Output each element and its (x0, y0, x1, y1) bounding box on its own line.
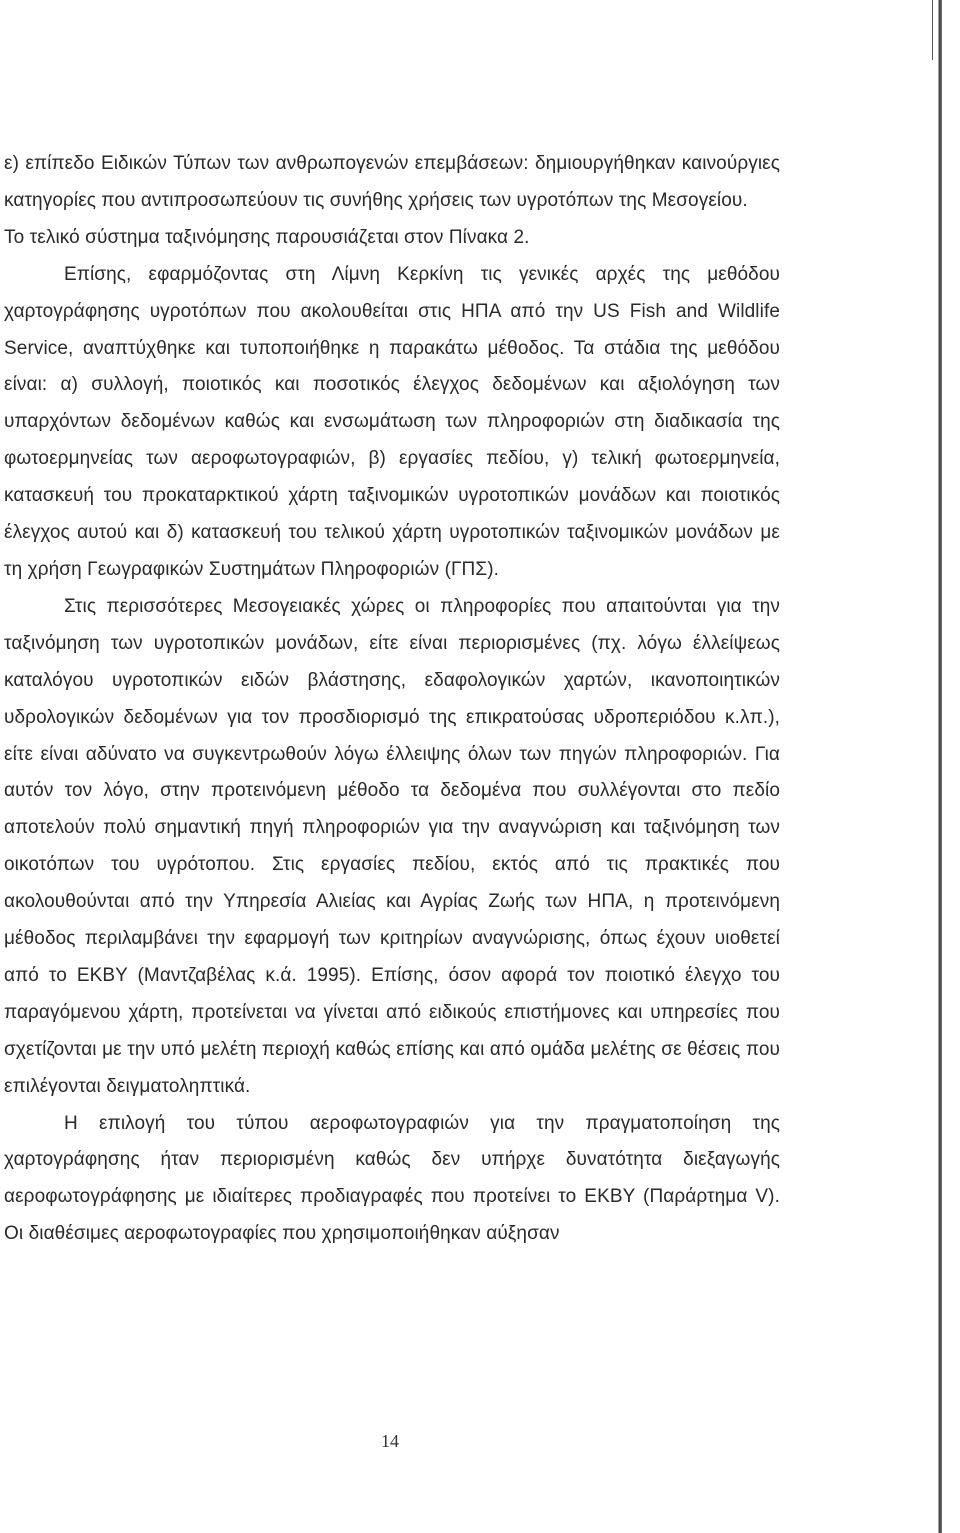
paragraph-5: Η επιλογή του τύπου αεροφωτογραφιών για την πραγματοποίηση της χαρτογράφησης ήταν περιορισμένη καθώς δεν υπήρχε δυνατότητα διεξαγωγής αεροφωτογράφησης με ιδιαίτερες προδιαγραφές που προτείνει το ΕΚΒΥ (Παράρτημα V). Οι διαθέσιμες αεροφωτογραφίες που χρησιμοποιήθηκαν αύξησαν (4, 1112, 780, 1245)
scan-edge (938, 0, 942, 1533)
document-body (4, 146, 780, 1253)
scan-edge-mark (932, 0, 933, 60)
paragraph-4: Στις περισσότερες Μεσογειακές χώρες οι πληροφορίες που απαιτούνται για την ταξινόμηση των υγροτοπικών μονάδων, είτε είναι περιορισμένες (πχ. λόγω έλλείψεως καταλόγου υγροτοπικών ειδών βλάστησης, εδαφολογικών χαρτών, ικανοποιητικών υδρολογικών δεδομένων για τον προσδιορισμό της επικρατούσας υδροπεριόδου κ.λπ.), είτε είναι αδύνατο να συγκεντρωθούν λόγω έλλειψης όλων των πηγών πληροφοριών. Για αυτόν τον λόγο, στην προτεινόμενη μέθοδο τα δεδομένα που συλλέγονται στο πεδίο αποτελούν πολύ σημαντική πηγή πληροφοριών για την αναγνώριση και ταξινόμηση των οικοτόπων του υγρότοπου. Στις εργασίες πεδίου, εκτός από τις πρακτικές που ακολουθούνται από την Υπηρεσία Αλιείας και Αγρίας Ζωής των ΗΠΑ, η προτεινόμενη μέθοδος περιλαμβάνει την εφαρμογή των κριτηρίων αναγνώρισης, όπως έχουν υιοθετεί από το ΕΚΒΥ (Μαντζαβέλας κ.ά. 1995). Επίσης, όσον αφορά τον ποιοτικό έλεγχο του παραγόμενου χάρτη, προτείνεται να γίνεται από ειδικούς επιστήμονες και υπηρεσίες που σχετίζονται με την υπό μελέτη περιοχή καθώς επίσης και από ομάδα μελέτης σε θέσεις που επιλέγονται δειγματοληπτικά. (4, 595, 780, 1097)
paragraph-2: Το τελικό σύστημα ταξινόμησης παρουσιάζεται στον Πίνακα 2. (4, 226, 530, 248)
paragraph-3: Επίσης, εφαρμόζοντας στη Λίμνη Κερκίνη τις γενικές αρχές της μεθόδου χαρτογράφησης υγροτόπων που ακολουθείται στις ΗΠΑ από την US Fish and Wildlife Service, αναπτύχθηκε και τυποποιήθηκε η παρακάτω μέθοδος. Τα στάδια της μεθόδου είναι: α) συλλογή, ποιοτικός και ποσοτικός έλεγχος δεδομένων και αξιολόγηση των υπαρχόντων δεδομένων καθώς και ενσωμάτωση των πληροφοριών στη διαδικασία της φωτοερμηνείας των αεροφωτογραφιών, β) εργασίες πεδίου, γ) τελική φωτοερμηνεία, κατασκευή του προκαταρκτικού χάρτη ταξινομικών υγροτοπικών μονάδων και ποιοτικός έλεγχος αυτού και δ) κατασκευή του τελικού χάρτη υγροτοπικών ταξινομικών μονάδων με τη χρήση Γεωγραφικών Συστημάτων Πληροφοριών (ΓΠΣ). (4, 263, 780, 580)
page-number: 14 (381, 1431, 399, 1451)
paragraph-1: ε) επίπεδο Ειδικών Τύπων των ανθρωπογενών επεμβάσεων: δημιουργήθηκαν καινούργιες κατηγορίες που αντιπροσωπεύουν τις συνήθης χρήσεις των υγροτόπων της Μεσογείου. (4, 153, 780, 211)
